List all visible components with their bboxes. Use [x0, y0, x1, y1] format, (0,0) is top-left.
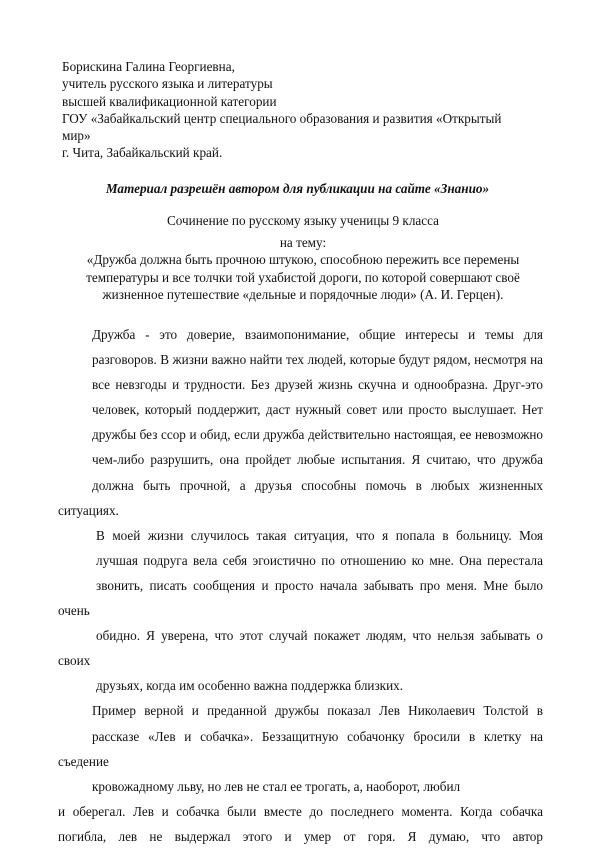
author-organization: ГОУ «Забайкальский центр специального образования и развития «Открытый [62, 110, 502, 126]
author-position: учитель русского языка и литературы [62, 76, 273, 92]
text-line: звонить, писать сообщения и просто начала забывать про меня. Мне было очень [58, 577, 543, 619]
text-line: дружбы без ссор и обид, если дружба действительно настоящая, ее невозможно [92, 427, 543, 443]
text-line: человек, который поддержит, даст нужный совет или просто выслушает. Нет [92, 402, 543, 418]
essay-topic-quote-line-3: жизненное путешествие «дельные и порядочные люди» (А. И. Герцен). [102, 287, 504, 303]
essay-topic-label: на тему: [279, 234, 327, 250]
essay-body [58, 322, 543, 849]
publication-permission: Материал разрешён автором для публикации на сайте «Знанио» [105, 181, 490, 196]
paragraph-personal-story [58, 523, 543, 699]
text-line: все невзгоды и трудности. Без друзей жизнь скучна и однообразна. Друг-это [92, 377, 543, 393]
essay-title: Сочинение по русскому языку ученицы 9 класса [166, 213, 439, 228]
text-line: кровожадному льву, но лев не стал ее трогать, а, наоборот, любил [92, 778, 461, 794]
author-city: г. Чита, Забайкальский край. [62, 145, 223, 161]
text-line: лучшая подруга вела себя эгоистично по отношению ко мне. Она перестала [96, 552, 543, 568]
text-line: и оберегал. Лев и собачка были вместе до последнего момента. Когда собачка [58, 803, 543, 819]
text-line: погибла, лев не выдержал этого и умер от горя. Я думаю, что автор [58, 828, 543, 844]
text-line: друзьях, когда им особенно важна поддержка близких. [96, 678, 404, 694]
text-line: Дружба - это доверие, взаимопонимание, общие интересы и темы для [92, 327, 543, 342]
text-line: В моей жизни случилось такая ситуация, что я попала в больницу. Моя [96, 527, 543, 543]
author-category: высшей квалификационной категории [62, 93, 277, 109]
essay-topic-quote-line-2: температуры и все толчки той ухабистой дороги, по которой совершают своё [86, 269, 520, 285]
paragraph-friendship-definition [58, 322, 543, 523]
text-line: разговоров. В жизни важно найти тех людей, которые будут рядом, несмотря на [92, 352, 543, 368]
author-info [62, 58, 542, 162]
text-line: Пример верной и преданной дружбы показал Лев Николаевич Толстой в [92, 703, 543, 719]
paragraph-literary-example [58, 698, 543, 849]
author-organization-cont: мир» [62, 128, 91, 144]
author-name: Борискина Галина Георгиевна, [62, 59, 235, 74]
essay-topic-quote-line-1: «Дружба должна быть прочною штукою, способною пережить все перемены [86, 252, 520, 268]
text-line: рассказе «Лев и собачка». Беззащитную собачонку бросили в клетку на съедение [58, 728, 543, 769]
text-line: обидно. Я уверена, что этот случай покажет людям, что нельзя забывать о своих [58, 628, 543, 669]
text-line: чем-либо разрушить, она пройдет любые испытания. Я считаю, что дружба [92, 452, 543, 468]
text-line: должна быть прочной, а друзья способны помочь в любых жизненных ситуациях. [58, 477, 543, 518]
essay-title-block [58, 212, 548, 304]
